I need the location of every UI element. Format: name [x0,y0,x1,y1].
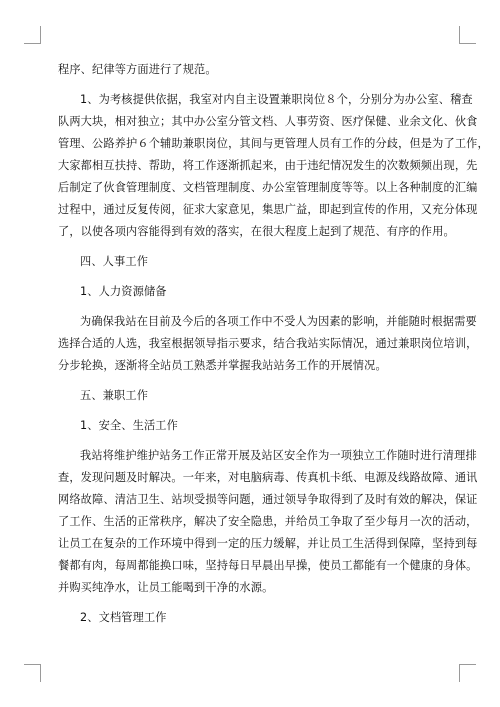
text-line: 1、为考核提供依据，我室对内自主设置兼职岗位８个，分别分为办公室、稽查 [80,93,473,106]
text-line: 队两大块，相对独立；其中办公室分管文档、人事劳资、医疗保健、业余文化、伙食 [58,115,478,128]
section-heading: 四、人事工作 [80,255,149,268]
corner-mark-bottom-left [40,664,41,682]
text-line: 选择合适的人选，我室根据领导指示要求，结合我站实际情况，通过兼职岗位培训， [58,337,478,350]
corner-mark-top-right [459,26,460,44]
corner-mark-top-left [24,43,41,44]
text-line: 我站将维护维护站务工作正常开展及站区安全作为一项独立工作随时进行清理排 [80,449,477,462]
text-line: 管理、公路养护６个辅助兼职岗位，其间与更管理人员有工作的分歧，但是为了工作， [58,137,489,150]
text-line: 了，以使各项内容能得到有效的落实，在很大程度上起到了规范、有序的作用。 [58,225,455,238]
subsection-heading: 1、安全、生活工作 [80,419,178,432]
corner-mark-top-left [40,26,41,44]
text-line: 分步轮换，逐渐将全站员工熟悉并掌握我站站务工作的开展情况。 [58,359,387,372]
text-line: 大家都相互扶持、帮助，将工作逐渐抓起来，由于违纪情况发生的次数频频出现，先 [58,159,478,172]
text-line: 为确保我站在目前及今后的各项工作中不受人为因素的影响，并能随时根据需要 [80,315,477,328]
text-line: 了工作、生活的正常秩序，解决了安全隐患，并给员工争取了至少每月一次的活动， [58,515,478,528]
text-line: 餐都有肉，每周都能换口味，坚持每日早晨出早操，使员工都能有一个健康的身体。 [58,559,478,572]
subsection-heading: 2、文档管理工作 [80,611,167,624]
corner-mark-bottom-right [459,664,460,682]
text-line: 让员工在复杂的工作环境中得到一定的压力缓解，并让员工生活得到保障，坚持到每 [58,537,478,550]
text-line: 过程中，通过反复传阅，征求大家意见，集思广益，即起到宣传的作用，又充分体现 [58,203,478,216]
text-line: 查，发现问题及时解决。一年来，对电脑病毒、传真机卡纸、电源及线路故障、通讯 [58,471,478,484]
corner-mark-bottom-right [459,664,476,665]
subsection-heading: 1、人力资源储备 [80,285,167,298]
text-line: 并购买纯净水，让员工能喝到干净的水源。 [58,581,274,594]
text-line: 网络故障、清洁卫生、站坝受损等问题，通过领导争取得到了及时有效的解决，保证 [58,493,478,506]
section-heading: 五、兼职工作 [80,389,149,402]
text-line: 后制定了伙食管理制度、文档管理制度、办公室管理制度等等。以上各种制度的汇编 [58,181,478,194]
corner-mark-top-right [459,43,476,44]
corner-mark-bottom-left [24,664,41,665]
text-line: 程序、纪律等方面进行了规范。 [58,63,217,76]
